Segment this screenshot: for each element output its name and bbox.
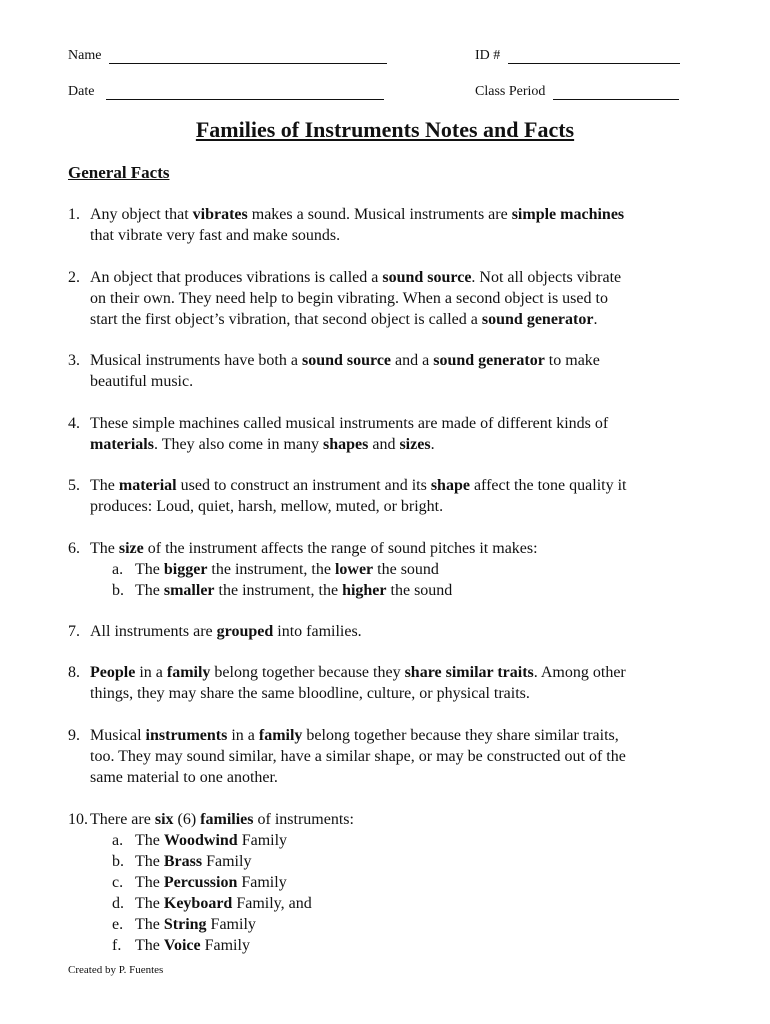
- fact-item: [68, 662, 708, 704]
- fact-number: 5.: [68, 477, 80, 494]
- footer-credit: Created by P. Fuentes: [68, 964, 164, 976]
- fact-number: 9.: [68, 727, 80, 744]
- text-run: the sound: [373, 561, 439, 578]
- fact-item: [68, 267, 708, 330]
- text-run: These simple machines called musical instruments are made of different kinds of: [90, 415, 609, 432]
- text-run: Family: [200, 937, 250, 954]
- name-blank[interactable]: [109, 49, 387, 64]
- text-run: An object that produces vibrations is called a: [90, 269, 383, 286]
- text-run: Family: [237, 832, 288, 849]
- text-run: Family: [206, 916, 256, 933]
- fact-line: [90, 809, 708, 830]
- fact-line: [90, 767, 708, 788]
- fact-number: 6.: [68, 540, 80, 557]
- fact-line: [90, 309, 708, 330]
- fact-line: [90, 538, 708, 559]
- sub-item: [112, 580, 708, 601]
- fact-number: 10.: [68, 811, 88, 828]
- fact-text: [90, 809, 708, 956]
- text-run: that vibrate very fast and make sounds.: [90, 227, 341, 244]
- text-run: . Among other: [533, 664, 626, 681]
- bold-term: shapes: [322, 436, 369, 453]
- id-field: [475, 48, 680, 64]
- bold-term: sizes: [399, 436, 431, 453]
- bold-term: String: [163, 916, 207, 933]
- fact-line: [90, 267, 708, 288]
- text-run: All instruments are: [90, 623, 217, 640]
- text-run: There are: [90, 811, 155, 828]
- fact-line: [90, 496, 708, 517]
- text-run: in a: [135, 664, 167, 681]
- fact-line: [90, 413, 708, 434]
- section-heading: General Facts: [68, 163, 170, 182]
- bold-term: sound generator: [433, 352, 545, 369]
- bold-term: Brass: [163, 853, 203, 870]
- sub-item-letter: a.: [112, 832, 124, 849]
- text-run: of the instrument affects the range of sound pitches it makes:: [143, 540, 538, 557]
- fact-item: [68, 809, 708, 956]
- date-field: [68, 84, 384, 100]
- text-run: The: [90, 540, 119, 557]
- bold-term: Voice: [163, 937, 201, 954]
- bold-term: higher: [342, 582, 387, 599]
- bold-term: sound source: [301, 352, 392, 369]
- class-period-blank[interactable]: [553, 85, 679, 100]
- bold-term: shape: [430, 477, 470, 494]
- fact-line: [90, 621, 708, 642]
- text-run: The: [135, 916, 164, 933]
- text-run: produces: Loud, quiet, harsh, mellow, muted, or bright.: [90, 498, 444, 515]
- sub-item-letter: e.: [112, 916, 124, 933]
- bold-term: share similar traits: [404, 664, 534, 681]
- fact-item: [68, 725, 708, 788]
- sub-item-letter: b.: [112, 582, 124, 599]
- text-run: affect the tone quality it: [469, 477, 627, 494]
- sub-item: [112, 935, 708, 956]
- fact-text: [90, 413, 708, 455]
- fact-line: [90, 371, 708, 392]
- text-run: The: [90, 477, 119, 494]
- date-label: Date: [68, 84, 95, 99]
- text-run: Family: [237, 874, 287, 891]
- text-run: and a: [391, 352, 434, 369]
- bold-term: bigger: [163, 561, 208, 578]
- text-run: . They also come in many: [153, 436, 323, 453]
- text-run: belong together because they: [210, 664, 405, 681]
- sub-item: [112, 914, 708, 935]
- id-label: ID #: [475, 48, 501, 63]
- text-run: Musical instruments have both a: [90, 352, 302, 369]
- bold-term: Percussion: [163, 874, 238, 891]
- text-run: makes a sound. Musical instruments are: [247, 206, 512, 223]
- text-run: (6): [173, 811, 201, 828]
- fact-item: [68, 204, 708, 246]
- bold-term: Keyboard: [163, 895, 233, 912]
- text-run: the sound: [386, 582, 453, 599]
- fact-number: 2.: [68, 269, 80, 286]
- fact-line: [90, 288, 708, 309]
- fact-line: [90, 204, 708, 225]
- sub-item-letter: a.: [112, 561, 124, 578]
- class-period-field: [475, 84, 679, 100]
- fact-item: [68, 413, 708, 455]
- name-field: [68, 48, 387, 64]
- text-run: start the first object’s vibration, that second object is called a: [90, 311, 482, 328]
- sub-item-letter: d.: [112, 895, 124, 912]
- fact-line: [90, 475, 708, 496]
- fact-line: [90, 746, 708, 767]
- text-run: used to construct an instrument and its: [176, 477, 431, 494]
- sub-item: [112, 893, 708, 914]
- text-run: the instrument, the: [207, 561, 335, 578]
- page-title: Families of Instruments Notes and Facts: [195, 117, 575, 142]
- fact-number: 3.: [68, 352, 80, 369]
- bold-term: materials: [90, 436, 154, 453]
- bold-term: vibrates: [192, 206, 248, 223]
- fact-line: [90, 350, 708, 371]
- fact-text: [90, 267, 708, 330]
- text-run: to make: [544, 352, 600, 369]
- fact-text: [90, 475, 708, 517]
- text-run: things, they may share the same bloodline, culture, or physical traits.: [90, 685, 530, 702]
- fact-item: [68, 350, 708, 392]
- text-run: of instruments:: [253, 811, 354, 828]
- fact-text: [90, 725, 708, 788]
- sub-item: [112, 830, 708, 851]
- fact-text: [90, 538, 708, 601]
- bold-term: six: [154, 811, 174, 828]
- fact-item: [68, 621, 708, 642]
- sub-item: [112, 559, 708, 580]
- fact-line: [90, 434, 708, 455]
- bold-term: grouped: [216, 623, 274, 640]
- text-run: Family, and: [232, 895, 312, 912]
- text-run: same material to one another.: [90, 769, 278, 786]
- id-blank[interactable]: [508, 49, 680, 64]
- text-run: on their own. They need help to begin vibrating. When a second object is used to: [90, 290, 608, 307]
- fact-text: [90, 350, 708, 392]
- text-run: the instrument, the: [214, 582, 343, 599]
- text-run: The: [135, 853, 164, 870]
- fact-number: 8.: [68, 664, 80, 681]
- text-run: and: [368, 436, 400, 453]
- sub-item: [112, 872, 708, 893]
- bold-term: families: [200, 811, 254, 828]
- fact-number: 1.: [68, 206, 80, 223]
- bold-term: instruments: [145, 727, 228, 744]
- bold-term: family: [258, 727, 303, 744]
- fact-item: [68, 538, 708, 601]
- bold-term: simple machines: [511, 206, 625, 223]
- text-run: .: [593, 311, 598, 328]
- bold-term: lower: [334, 561, 374, 578]
- text-run: The: [135, 582, 164, 599]
- fact-line: [90, 662, 708, 683]
- bold-term: sound generator: [481, 311, 594, 328]
- fact-line: [90, 225, 708, 246]
- text-run: Any object that: [90, 206, 193, 223]
- bold-term: family: [166, 664, 211, 681]
- sub-item-letter: b.: [112, 853, 124, 870]
- text-run: belong together because they share similar traits,: [302, 727, 619, 744]
- text-run: beautiful music.: [90, 373, 194, 390]
- text-run: The: [135, 937, 164, 954]
- sub-item: [112, 851, 708, 872]
- sub-item-letter: c.: [112, 874, 124, 891]
- fact-text: [90, 662, 708, 704]
- fact-text: [90, 621, 708, 642]
- fact-line: [90, 683, 708, 704]
- text-run: Family: [202, 853, 252, 870]
- text-run: The: [135, 895, 164, 912]
- bold-term: smaller: [163, 582, 215, 599]
- text-run: into families.: [273, 623, 362, 640]
- fact-number: 7.: [68, 623, 80, 640]
- name-label: Name: [68, 48, 102, 63]
- text-run: The: [135, 832, 164, 849]
- text-run: The: [135, 561, 164, 578]
- text-run: too. They may sound similar, have a similar shape, or may be constructed out of the: [90, 748, 626, 765]
- text-run: in a: [227, 727, 259, 744]
- bold-term: People: [90, 664, 136, 681]
- fact-item: [68, 475, 708, 517]
- bold-term: material: [118, 477, 177, 494]
- text-run: .: [430, 436, 435, 453]
- text-run: The: [135, 874, 164, 891]
- date-blank[interactable]: [106, 85, 384, 100]
- fact-line: [90, 725, 708, 746]
- class-period-label: Class Period: [475, 84, 546, 99]
- bold-term: size: [118, 540, 144, 557]
- fact-text: [90, 204, 708, 246]
- sub-item-letter: f.: [112, 937, 122, 954]
- bold-term: sound source: [382, 269, 472, 286]
- text-run: Musical: [90, 727, 146, 744]
- text-run: . Not all objects vibrate: [471, 269, 622, 286]
- bold-term: Woodwind: [163, 832, 238, 849]
- fact-number: 4.: [68, 415, 80, 432]
